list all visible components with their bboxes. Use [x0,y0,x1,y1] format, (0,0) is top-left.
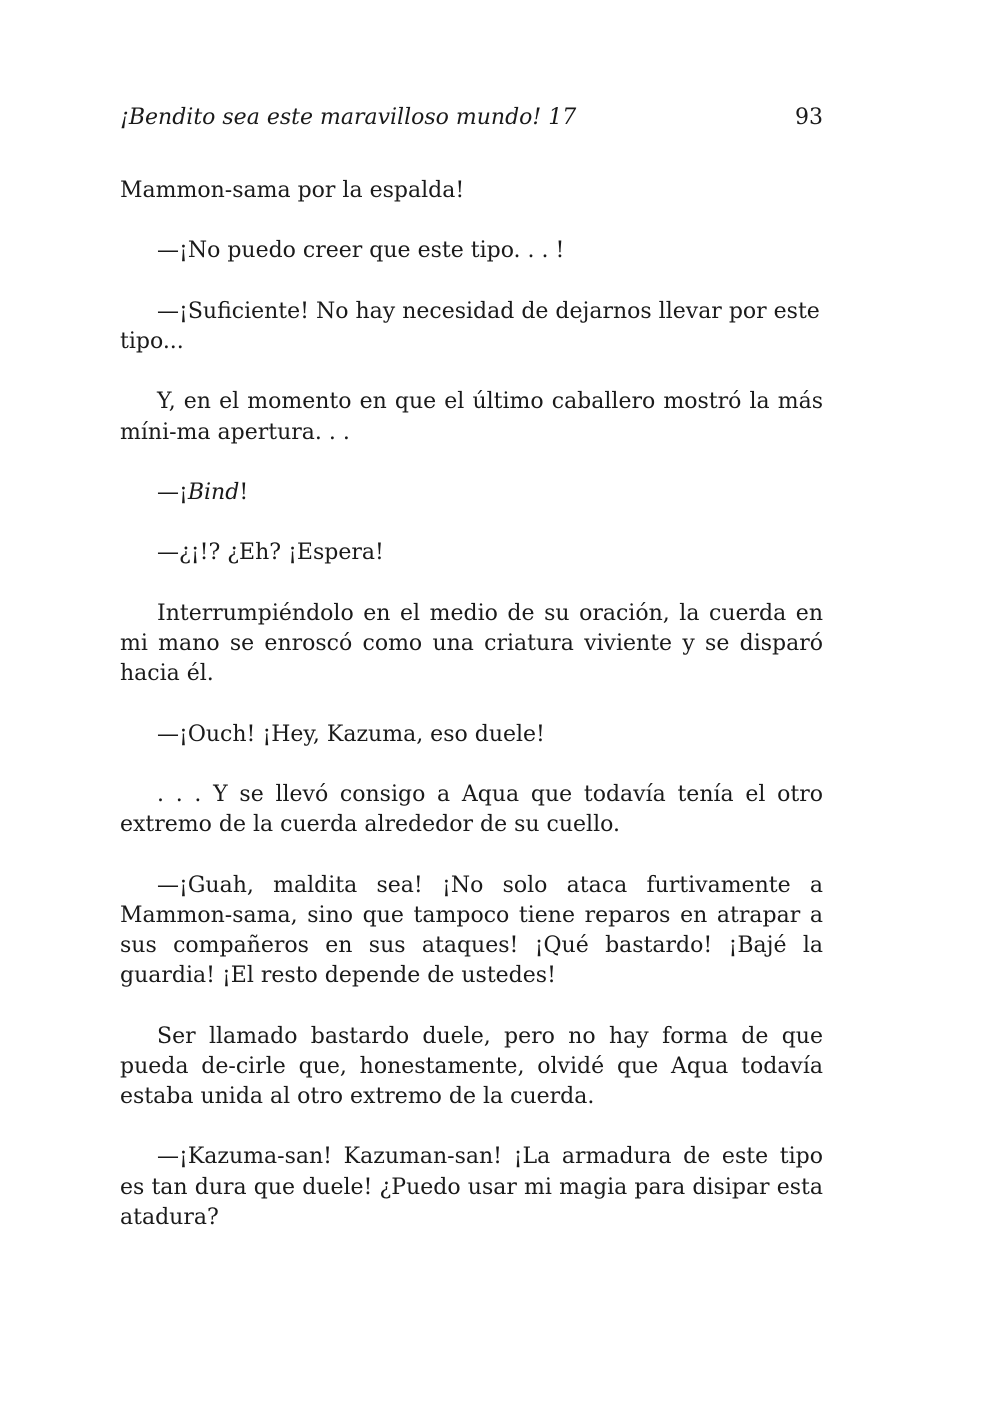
spell-name: Bind [187,479,240,505]
dialogue-suffix: ! [239,479,249,505]
paragraph: —¡Guah, maldita sea! ¡No solo ataca furtivamente a Mammon-sama, sino que tampoco tiene reparos en atrapar a sus compañeros en sus ataques! ¡Qué bastardo! ¡Bajé la guardia! ¡El resto depende de ustedes! [120,872,823,989]
paragraph: . . . Y se llevó consigo a Aqua que todavía tenía el otro extremo de la cuerda alrededor de su cuello. [120,781,823,838]
dialogue-prefix: —¡ [157,479,188,505]
book-page [120,0,823,1418]
page-number: 93 [795,105,823,130]
body-text [120,176,823,1263]
paragraph: Y, en el momento en que el último caballero mostró la más míni-ma apertura. . . [120,389,823,445]
paragraph: Ser llamado bastardo duele, pero no hay forma de que pueda de-cirle que, honestamente, olvidé que Aqua todavía estaba unida al otro extremo de la cuerda. [120,1023,823,1109]
paragraph: —¿¡!? ¿Eh? ¡Espera! [157,540,384,566]
running-head [120,101,823,135]
paragraph: —¡Suficiente! No hay necesidad de dejarnos llevar por este tipo... [120,298,820,354]
paragraph [120,478,823,508]
paragraph: Mammon-sama por la espalda! [120,178,465,203]
paragraph: —¡No puedo creer que este tipo. . . ! [157,238,565,264]
paragraph: —¡Ouch! ¡Hey, Kazuma, eso duele! [157,721,545,747]
running-title: ¡Bendito sea este maravilloso mundo! 17 [120,105,577,130]
paragraph: Interrumpiéndolo en el medio de su oración, la cuerda en mi mano se enroscó como una criatura viviente y se disparó hacia él. [120,600,823,687]
paragraph: —¡Kazuma-san! Kazuman-san! ¡La armadura de este tipo es tan dura que duele! ¿Puedo usar mi magia para disipar esta atadura? [120,1144,823,1230]
